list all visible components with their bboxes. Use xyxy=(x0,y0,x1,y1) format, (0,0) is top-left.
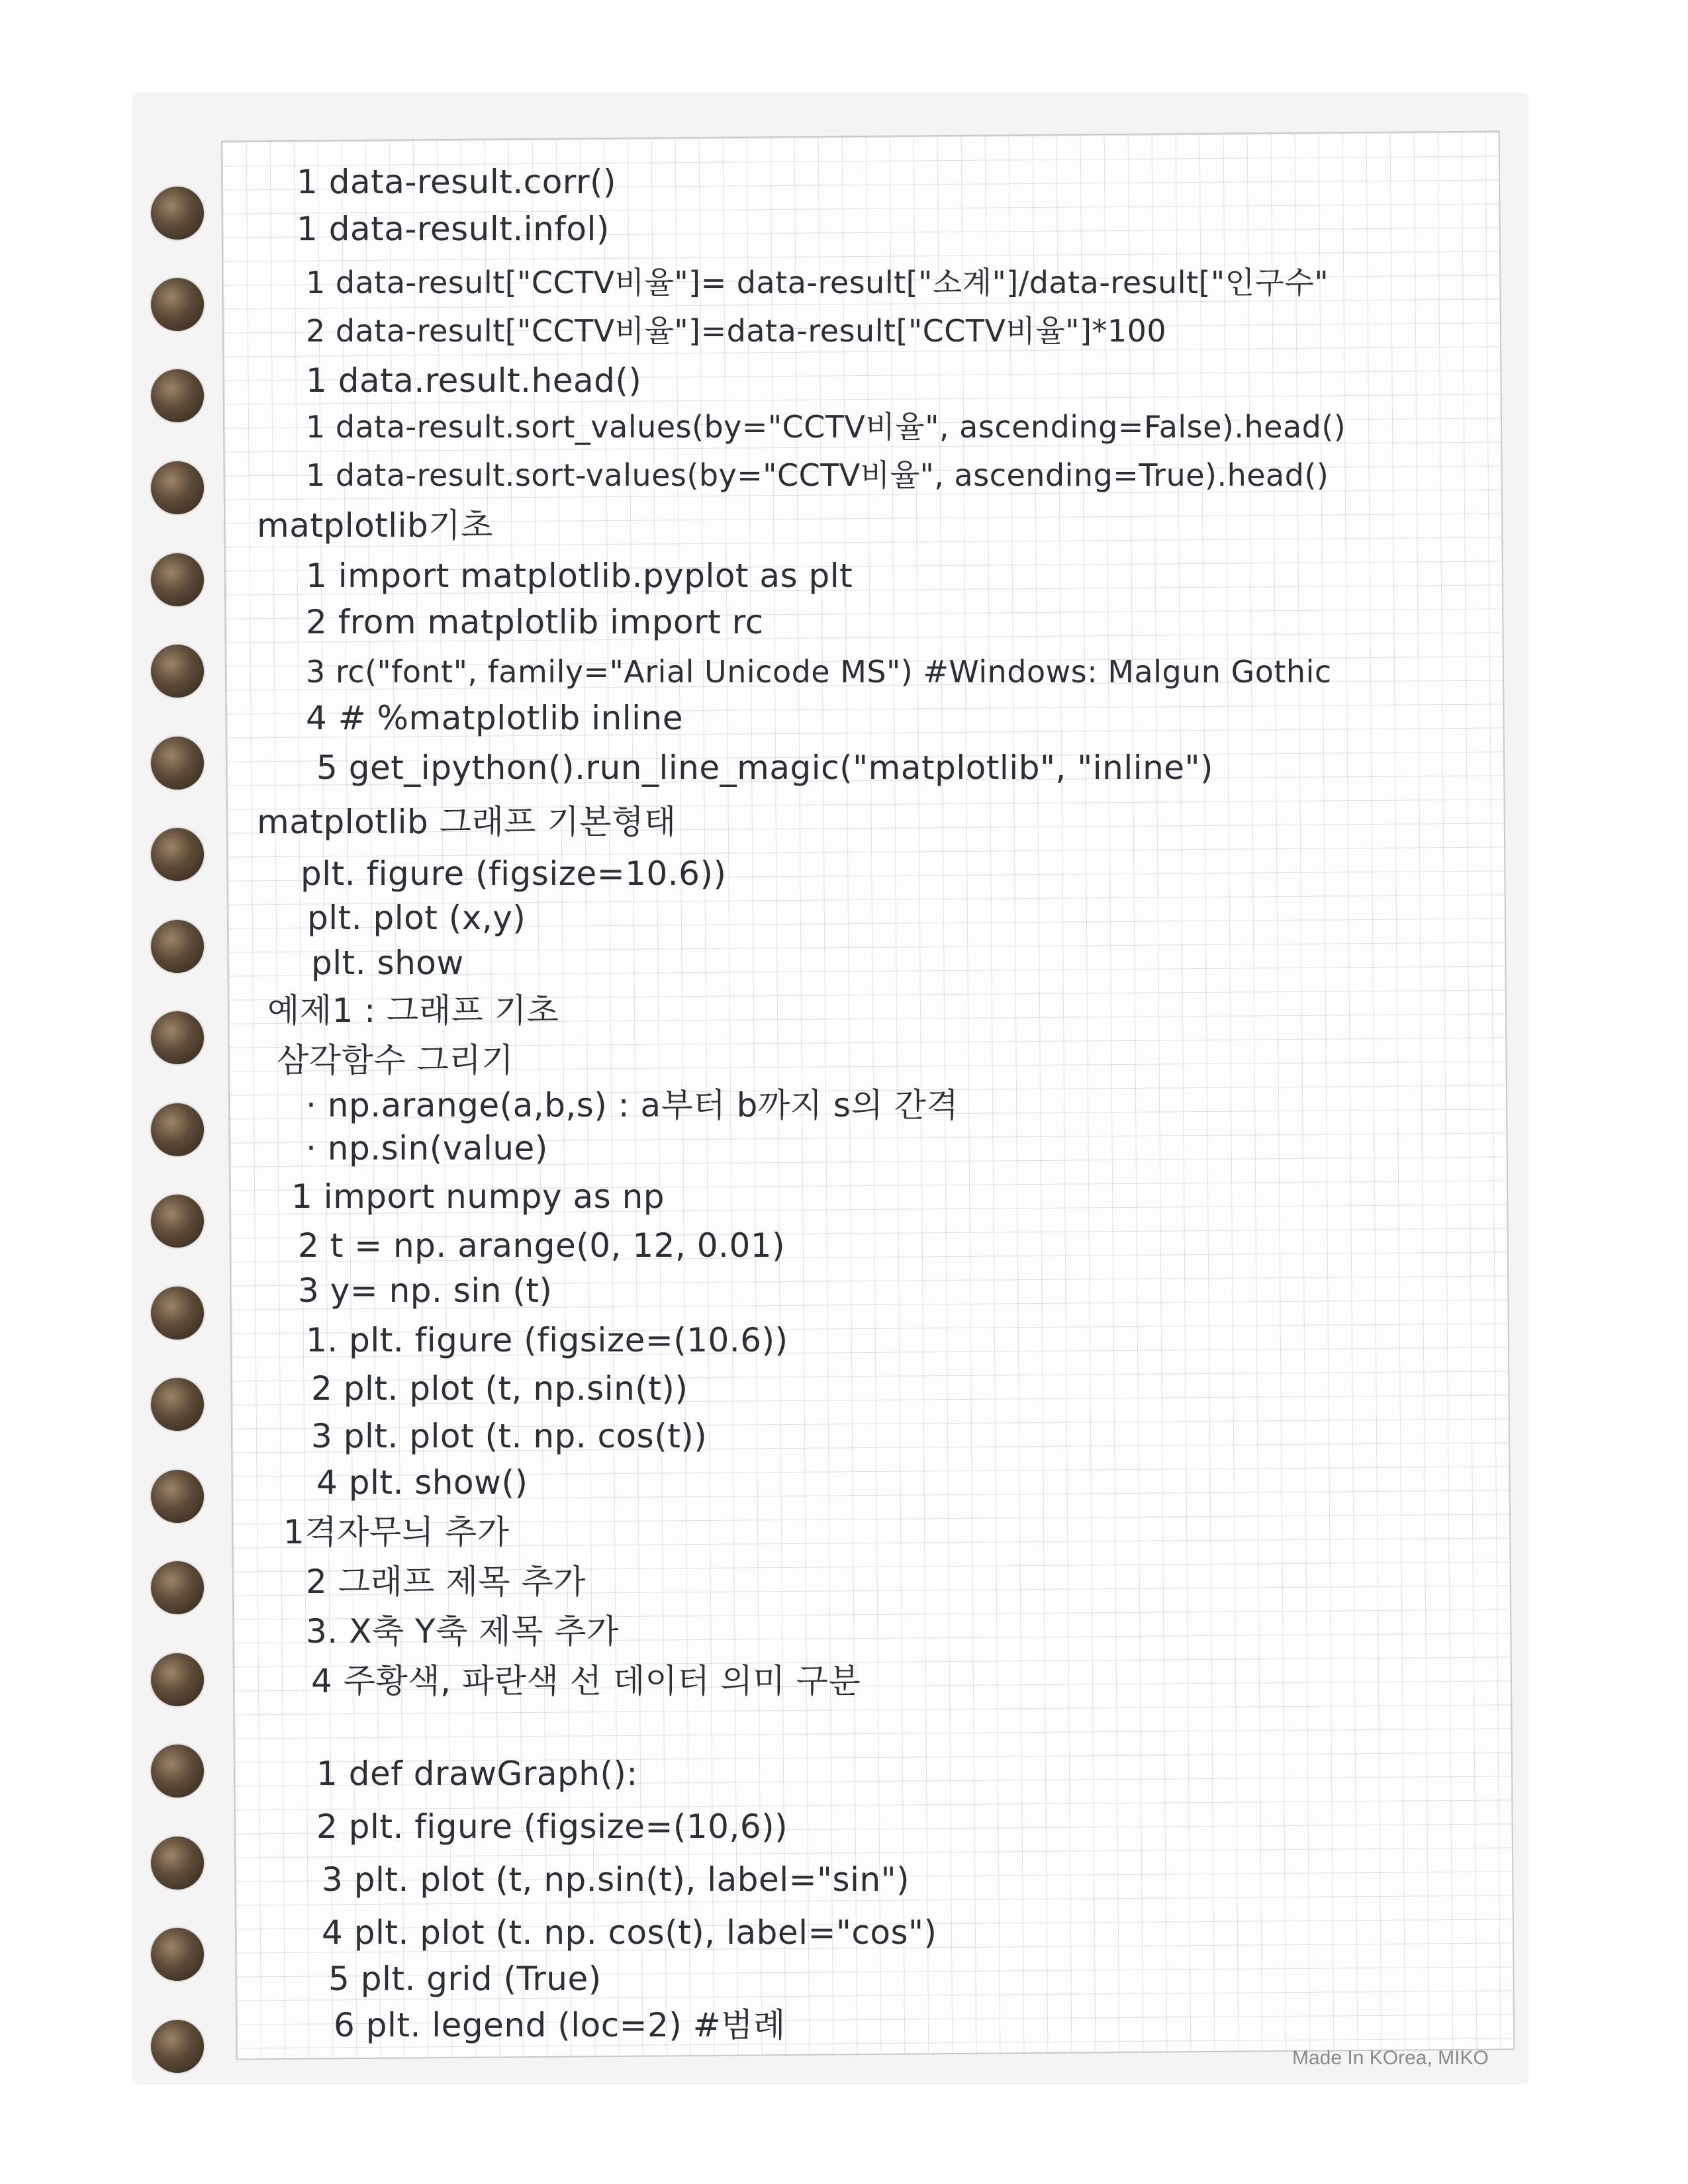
note-line: 1 data-result.infol) xyxy=(297,210,610,248)
note-line: 1 data.result.head() xyxy=(306,361,642,400)
note-line: 6 plt. legend (loc=2) #범례 xyxy=(334,2006,786,2044)
note-line: 2 t = np. arange(0, 12, 0.01) xyxy=(298,1226,786,1265)
note-line: 2 plt. figure (figsize=(10,6)) xyxy=(316,1807,788,1846)
section-heading: matplotlib기초 xyxy=(257,506,493,545)
note-line: 2 plt. plot (t, np.sin(t)) xyxy=(311,1369,688,1408)
note-line: plt. show xyxy=(311,944,464,982)
note-line: 4 plt. show() xyxy=(316,1463,528,1502)
note-line: 3 plt. plot (t, np.sin(t), label="sin") xyxy=(322,1860,910,1899)
note-line: 1 data-result.sort-values(by="CCTV비율", ascending=True).head() xyxy=(306,457,1329,493)
note-line: plt. figure (figsize=10.6)) xyxy=(301,854,727,893)
note-line: 5 get_ipython().run_line_magic("matplotlib", "inline") xyxy=(316,749,1214,787)
todo-item: 3. X축 Y축 제목 추가 xyxy=(306,1612,619,1651)
note-line: 5 plt. grid (True) xyxy=(328,1960,602,1998)
section-heading: matplotlib 그래프 기본형태 xyxy=(257,803,677,841)
section-heading: 삼각함수 그리기 xyxy=(277,1041,514,1079)
brand-footer: Made In KOrea, MIKO xyxy=(1292,2047,1489,2069)
note-line: 2 data-result["CCTV비율"]=data-result["CCTV비율"]*100 xyxy=(306,313,1167,349)
note-line: 3 rc("font", family="Arial Unicode MS") #Windows: Malgun Gothic xyxy=(306,654,1332,690)
section-heading: 예제1 : 그래프 기초 xyxy=(267,991,559,1030)
note-line: 4 plt. plot (t. np. cos(t), label="cos") xyxy=(322,1913,937,1952)
todo-item: 1격자무늬 추가 xyxy=(283,1513,510,1551)
bullet-item: · np.sin(value) xyxy=(306,1129,548,1167)
note-line: 3 y= np. sin (t) xyxy=(298,1271,553,1310)
note-line: 2 from matplotlib import rc xyxy=(306,603,764,641)
note-line: 1 def drawGraph(): xyxy=(316,1754,638,1793)
note-line: 1 data-result["CCTV비율"]= data-result["소계"]/data-result["인구수" xyxy=(306,265,1329,300)
note-line: 1. plt. figure (figsize=(10.6)) xyxy=(306,1321,788,1359)
note-line: 1 data-result.corr() xyxy=(297,163,617,201)
note-line: 1 data-result.sort_values(by="CCTV비율", ascending=False).head() xyxy=(306,409,1346,445)
note-line: plt. plot (x,y) xyxy=(307,899,526,937)
bullet-item: · np.arange(a,b,s) : a부터 b까지 s의 간격 xyxy=(306,1086,959,1124)
todo-item: 2 그래프 제목 추가 xyxy=(306,1563,586,1601)
todo-item: 4 주황색, 파란색 선 데이터 의미 구분 xyxy=(311,1662,861,1700)
note-line: 1 import numpy as np xyxy=(291,1177,665,1216)
note-line: 1 import matplotlib.pyplot as plt xyxy=(306,557,853,595)
note-line: 4 # %matplotlib inline xyxy=(306,699,684,737)
note-line: 3 plt. plot (t. np. cos(t)) xyxy=(311,1417,708,1455)
